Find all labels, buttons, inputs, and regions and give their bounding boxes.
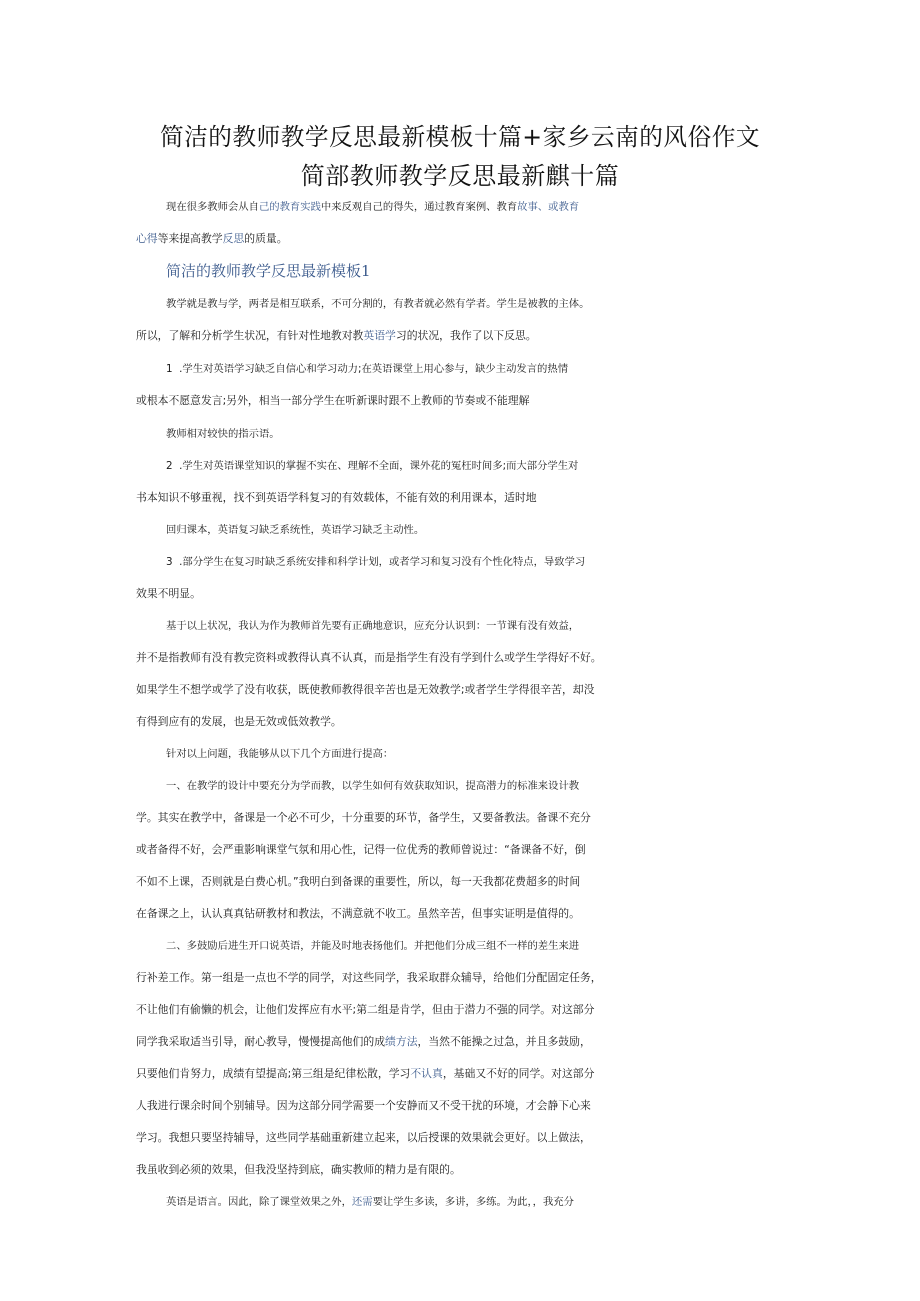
- p5-line-5: [0, 1064, 920, 1084]
- p1-line-2: [0, 326, 920, 346]
- p5-line-4: [0, 1032, 920, 1052]
- link-educational-practice[interactable]: 己的教育实践: [258, 201, 321, 213]
- item3-line-2: 效果不明显。: [136, 587, 201, 600]
- text-run: 中来反观自己的得失，通过教育案例、教育: [320, 201, 518, 213]
- section-heading[interactable]: [0, 261, 920, 281]
- p2-line-4: 有得到应有的发展，也是无效或低效教学。: [136, 715, 342, 728]
- text-run: 所以，了解和分析学生状况，有针对性地教对教: [136, 329, 364, 342]
- p5-line-2: 行补差工作。第一组是一点也不学的同学，对这些同学，我采取群众辅导，给他们分配固定任务，: [136, 971, 602, 984]
- item2-line-3: 回归课本，英语复习缺乏系统性，英语学习缺乏主动性。: [166, 524, 425, 536]
- text-run: 的质量。: [244, 232, 288, 245]
- p5-line-1: 二、多鼓励后进生开口说英语，并能及时地表扬他们。并把他们分成三组不一样的差生来进: [166, 940, 580, 952]
- text-run: ，基础又不好的同学。对这部分: [442, 1067, 595, 1080]
- item2-line-1: 2 .学生对英语课堂知识的掌握不实在、理解不全面，课外花的冤枉时间多;而大部分学生对: [166, 460, 579, 472]
- item1-line-3: 教师相对较快的指示语。: [166, 428, 280, 440]
- p4-line-3: 或者备得不好，会严重影响课堂气氛和用心性，记得一位优秀的教师曾说过：“备课备不好，倒: [136, 843, 586, 856]
- p4-line-4: 不如不上课，否则就是白费心机。”我明白到备课的重要性，所以，每一天我都花费超多的时间: [136, 875, 581, 888]
- title-text: 简洁的教师教学反思最新模板十篇+家乡云南的风俗作文: [159, 123, 761, 151]
- p5-line-3: 不让他们有偷懒的机会，让他们发挥应有水平;第二组是肯学，但由于潜力不强的同学。对这部分: [136, 1003, 595, 1016]
- link-education-stories[interactable]: 故事、或教育: [517, 201, 580, 213]
- link-english-learning[interactable]: 英语学: [363, 329, 396, 342]
- p1-line-1: 教学就是教与学，两者是相互联系，不可分割的，有教者就必然有学者。学生是被教的主体。: [166, 298, 590, 310]
- p2-line-1: 基于以上状况，我认为作为教师首先要有正确地意识，应充分认识到：一节课有没有效益，: [166, 620, 580, 632]
- document-title-line2: [0, 156, 920, 191]
- item1-line-1: 1 .学生对英语学习缺乏自信心和学习动力;在英语课堂上用心参与，缺少主动发言的热情: [166, 363, 569, 375]
- text-run: 英语是语言。因此，除了课堂效果之外，: [166, 1196, 352, 1208]
- p2-line-3: 如果学生不想学或学了没有收获，既使教师教得很辛苦也是无效教学;或者学生学得很辛苦，却没: [136, 683, 595, 696]
- p4-line-2: 学。其实在教学中，备课是一个必不可少，十分重要的环节，备学生，又要备教法。备课不充分: [136, 811, 591, 824]
- title-text: 简部教师教学反思最新麒十篇: [300, 162, 620, 190]
- intro-line-1: [0, 197, 920, 217]
- item1-line-2: 或根本不愿意发言;另外，相当一部分学生在听新课时跟不上教师的节奏或不能理解: [136, 394, 530, 407]
- text-run: 要让学生多读，多讲，多练。为此，，我充分: [372, 1196, 574, 1208]
- item3-line-1: 3 .部分学生在复习时缺乏系统安排和科学计划，或者学习和复习没有个性化特点，导致学习: [166, 556, 586, 568]
- link-insights[interactable]: 心得: [136, 232, 158, 245]
- link-reflection[interactable]: 反思: [222, 232, 245, 245]
- section-heading-text[interactable]: 简洁的教师教学反思最新模板1: [166, 262, 371, 280]
- link-grade-methods[interactable]: 绩方法: [385, 1035, 418, 1048]
- document-title-line1: [0, 118, 920, 152]
- text-run: ，当然不能操之过急，并且多鼓励，: [417, 1035, 591, 1048]
- link-still-need[interactable]: 还需: [351, 1196, 373, 1208]
- text-run: 只要他们肯努力，成绩有望提高;第三组是纪律松散，学习: [136, 1067, 411, 1080]
- p5-line-7: 学习。我想只要坚持辅导，这些同学基础重新建立起来，以后授课的效果就会更好。以上做法，: [136, 1131, 591, 1144]
- p4-line-1: 一、在教学的设计中要充分为学而教，以学生如何有效获取知识，提高潜力的标准来设计教: [166, 780, 580, 792]
- text-run: 同学我采取适当引导，耐心教导，慢慢提高他们的成: [136, 1035, 386, 1048]
- text-run: 现在很多教师会从自: [166, 201, 259, 213]
- p3-line-1: 针对以上问题，我能够从以下几个方面进行提高：: [166, 748, 394, 760]
- p2-line-2: 并不是指教师有没有教完资料或教得认真不认真，而是指学生有没有学到什么或学生学得好不好。: [136, 651, 602, 664]
- p5-line-8: 我虽收到必须的效果，但我没坚持到底，确实教师的精力是有限的。: [136, 1163, 461, 1176]
- text-run: 习的状况，我作了以下反思。: [395, 329, 537, 342]
- p5-line-6: 人我进行课余时间个别辅导。因为这部分同学需要一个安静而又不受干扰的环境，才会静下心来: [136, 1099, 591, 1112]
- p6-line-1: [0, 1192, 920, 1212]
- link-not-serious[interactable]: 不认真: [410, 1067, 443, 1080]
- text-run: 等来提高教学: [157, 232, 223, 245]
- item2-line-2: 书本知识不够重视，找不到英语学科复习的有效载体，不能有效的利用课本，适时地: [136, 491, 537, 504]
- intro-line-2: [0, 229, 920, 249]
- p4-line-5: 在备课之上，认认真真钻研教材和教法，不满意就不收工。虽然辛苦，但事实证明是值得的。: [136, 907, 580, 920]
